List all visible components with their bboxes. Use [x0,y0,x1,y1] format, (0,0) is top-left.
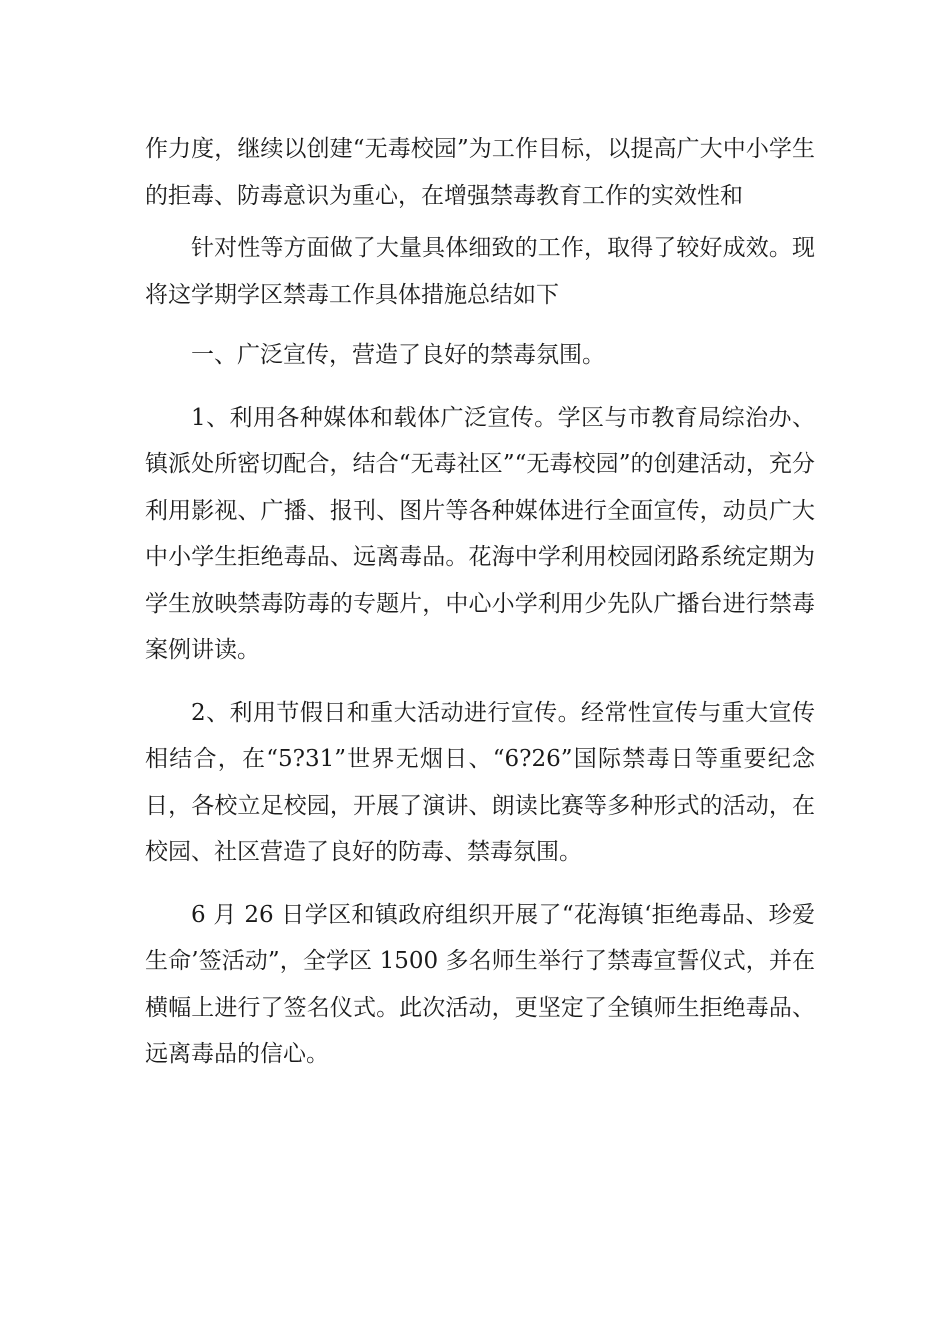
paragraph-intro: 针对性等方面做了大量具体细致的工作，取得了较好成效。现将这学期学区禁毒工作具体措施总结如下 [145,235,815,308]
paragraph-continued: 作力度，继续以创建“无毒校园”为工作目标，以提高广大中小学生的拒毒、防毒意识为重心，在增强禁毒教育工作的实效性和 [145,136,815,209]
paragraph-event: 6 月 26 日学区和镇政府组织开展了“花海镇‘拒绝毒品、珍爱生命’签活动”，全学区 1500 多名师生举行了禁毒宣誓仪式，并在横幅上进行了签名仪式。此次活动，更坚定了全镇师生拒绝毒品、远离毒品的信心。 [145,901,815,1067]
paragraph-item-2: 2、利用节假日和重大活动进行宣传。经常性宣传与重大宣传相结合，在“5?31”世界无烟日、“6?26”国际禁毒日等重要纪念日，各校立足校园，开展了演讲、朗读比赛等多种形式的活动，在校园、社区营造了良好的防毒、禁毒氛围。 [145,699,815,865]
document-body [145,126,815,1078]
section-heading: 一、广泛宣传，营造了良好的禁毒氛围。 [191,342,605,368]
paragraph-item-1: 1、利用各种媒体和载体广泛宣传。学区与市教育局综治办、镇派处所密切配合，结合“无毒社区”“无毒校园”的创建活动，充分利用影视、广播、报刊、图片等各种媒体进行全面宣传，动员广大中小学生拒绝毒品、远离毒品。花海中学利用校园闭路系统定期为学生放映禁毒防毒的专题片，中心小学利用少先队广播台进行禁毒案例讲读。 [145,404,815,663]
